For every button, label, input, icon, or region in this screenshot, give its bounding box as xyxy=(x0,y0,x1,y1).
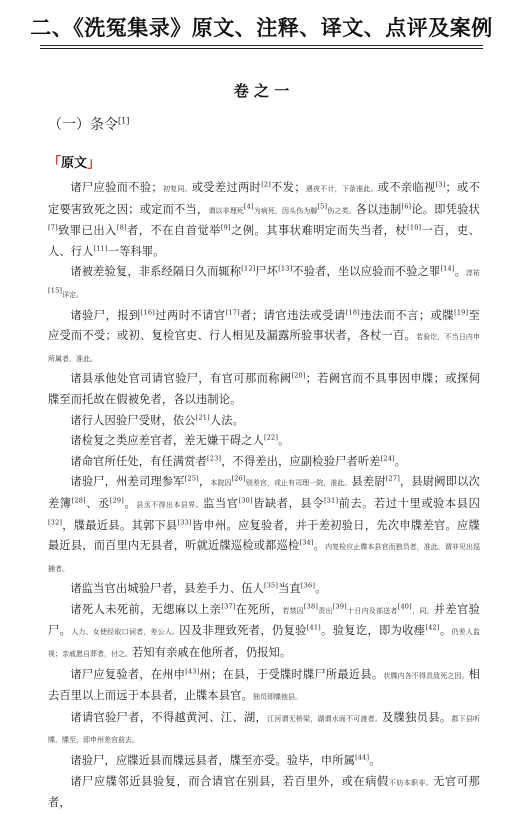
annotation-note: 县丞不得出本县界。 xyxy=(136,500,204,509)
main-text: 。 xyxy=(278,434,290,448)
volume-heading: 卷 之 一 xyxy=(233,82,290,100)
main-text: 不验者，坐以应验而不验之罪 xyxy=(292,265,441,279)
main-text: 诸请官验尸者，不得越黄河、江、湖， xyxy=(70,710,268,724)
text-paragraph xyxy=(48,411,480,432)
text-paragraph xyxy=(48,665,480,708)
bracket-left: 「 xyxy=(48,156,62,171)
footnote-marker: [27] xyxy=(385,474,400,483)
annotation-note: 详定。 xyxy=(62,290,84,299)
main-text: 当直 xyxy=(278,582,301,596)
footnote-marker: [7] xyxy=(48,223,58,232)
main-text: 。 xyxy=(315,582,327,596)
footnote-marker: [44] xyxy=(355,753,370,762)
annotation-note: 不妨本职非。 xyxy=(388,778,434,787)
text-paragraph xyxy=(48,579,480,600)
main-text: 诸验尸，应牒近县而牒远县者，牒至亦受。验毕，申所属 xyxy=(70,754,356,768)
main-text: ，县尉阙即以次差簿 xyxy=(48,475,481,510)
main-text: ；或不定要害致死之因；或定而不当， xyxy=(48,181,481,216)
main-text: ；若阙官而不具事因申牒；或探伺牒至而托故在假被免者，各以违制论。 xyxy=(48,372,480,406)
footnote-marker: [40] xyxy=(397,602,412,611)
footnote-marker: [29] xyxy=(109,496,125,505)
main-text: 各以违制 xyxy=(355,202,402,216)
footnote-marker: [22] xyxy=(263,433,279,442)
annotation-note: ，同。 xyxy=(411,606,434,615)
text-paragraph xyxy=(48,262,480,305)
footnote-marker: [23] xyxy=(207,453,222,462)
footnote-marker: [16] xyxy=(140,307,155,316)
footnote-marker: [42] xyxy=(425,623,440,632)
annotation-note: 独员即牒他县。 xyxy=(252,693,302,702)
main-text: 人法。 xyxy=(209,413,244,427)
annotation-note: 人力、女使经取口词者，差公人。 xyxy=(71,628,180,637)
main-text: 诸行人因验尸受财，依公 xyxy=(70,413,196,427)
footnote-marker: [11] xyxy=(93,244,108,253)
main-text: 诸尸应复验者，在州申 xyxy=(70,667,186,681)
main-text: 在死所， xyxy=(235,602,283,616)
footnote-marker: [39] xyxy=(332,602,347,611)
annotation-note: 为病死，因头伤为脚 xyxy=(253,206,318,215)
main-text: 诸死人未死前，无缌麻以上亲 xyxy=(70,602,222,616)
annotation-note: 淳祐 xyxy=(466,269,481,278)
text-paragraph xyxy=(48,472,480,579)
footnote-marker: [30] xyxy=(238,496,253,505)
main-text: 县差尉 xyxy=(351,475,386,489)
footnote-marker: [17] xyxy=(225,307,240,316)
main-text: 。 xyxy=(369,754,381,768)
main-text: 相去百里以上而远于本县者，止牒本县官。 xyxy=(48,667,481,703)
footnote-marker: [34] xyxy=(299,538,314,547)
text-paragraph xyxy=(48,600,480,665)
text-paragraph xyxy=(48,178,480,262)
main-text: 皆申州。应复验者，并于差初验日，先次申牒差官。应牒最近县，而百里内无县者，听就近牒巡检或都巡检 xyxy=(48,518,480,553)
annotation-note: 若验讫，不当日内申所属者，准此。 xyxy=(48,333,480,363)
title-rule-thick xyxy=(40,45,483,46)
annotation-note: 伤之类。 xyxy=(327,206,356,215)
annotation-note: 状牒内各不得具致死之因。 xyxy=(383,671,469,680)
footnote-marker: [41] xyxy=(306,623,321,632)
bracket-right: 」 xyxy=(87,156,101,171)
annotation-note: 十日内及部送者 xyxy=(346,606,398,615)
text-paragraph xyxy=(48,306,480,370)
footnote-marker: [3] xyxy=(435,180,446,189)
annotation-note: 初复同。 xyxy=(162,185,192,193)
main-text: 。 xyxy=(124,496,137,510)
text-paragraph xyxy=(48,708,480,751)
footnote-marker: [10] xyxy=(407,223,422,232)
main-text: 致罪已出入 xyxy=(57,224,117,238)
footnote-marker: [26] xyxy=(231,474,246,483)
main-text: 不发； xyxy=(271,181,306,194)
footnote-marker: [28] xyxy=(71,496,86,505)
main-text: 诸命官所任处，有任满赏者 xyxy=(70,454,208,468)
annotation-note: 责出 xyxy=(318,606,333,615)
text-paragraph xyxy=(48,751,480,772)
footnote-marker: [1] xyxy=(118,116,130,126)
main-text: 过两时不请官 xyxy=(154,308,226,322)
footnote-marker: [18] xyxy=(345,307,360,316)
footnote-marker: [37] xyxy=(221,602,236,611)
footnote-marker: [24] xyxy=(380,453,395,462)
footnote-marker: [43] xyxy=(185,666,200,675)
main-text: 。 xyxy=(394,454,407,468)
main-text: 诸验尸，报到 xyxy=(70,308,141,322)
main-text: 并差官验尸。 xyxy=(48,602,481,638)
footnote-marker: [21] xyxy=(195,412,210,421)
annotation-note: 谓以非理死 xyxy=(208,206,244,215)
main-text: 诸县承他处官司请官验尸，有官可那而称阙 xyxy=(70,372,292,386)
annotation-note: 郡下县听牒，牒至，即申州差官前去。 xyxy=(48,714,481,745)
block-label xyxy=(48,152,100,171)
main-text: ， xyxy=(198,475,211,489)
footnote-marker: [32] xyxy=(48,517,63,526)
footnote-marker: [15] xyxy=(48,286,63,295)
main-text: 若知有亲戚在他所者，仍报知。 xyxy=(132,646,292,660)
main-text: 。 xyxy=(454,265,466,279)
annotation-note: 若禁囚 xyxy=(282,606,304,615)
footnote-marker: [12] xyxy=(241,264,256,273)
main-text: 及牒独员县。 xyxy=(382,710,452,724)
main-text: 、丞 xyxy=(85,496,110,510)
footnote-marker: [35] xyxy=(263,581,279,590)
footnote-marker: [25] xyxy=(184,474,199,483)
footnote-marker: [6] xyxy=(401,201,412,210)
annotation-note: 本院囚 xyxy=(210,479,232,488)
annotation-note: 遇夜不计，下条准此。 xyxy=(305,185,378,193)
footnote-marker: [2] xyxy=(261,180,271,189)
main-text: 者，不在自首觉举 xyxy=(126,224,221,238)
original-text-body xyxy=(48,178,480,814)
main-text: 或受差过两时 xyxy=(191,181,262,194)
main-text: 违法而不言；或牒 xyxy=(359,308,455,322)
subsection-title: （一）条令 xyxy=(48,117,118,133)
main-text: 诸尸应牒邻近县验复，而合请官在别县，若百里外，或在病假 xyxy=(70,774,389,788)
main-text: 监当官 xyxy=(203,496,239,510)
text-paragraph xyxy=(48,369,480,410)
footnote-marker: [9] xyxy=(220,223,231,232)
main-text: 皆缺者，县令 xyxy=(252,496,325,510)
page-title: 二、《洗冤集录》原文、注释、译文、点评及案例 xyxy=(30,16,493,40)
footnote-marker: [4] xyxy=(243,201,254,210)
main-text: 。 xyxy=(313,539,326,553)
main-text: ，牒最近县。其郭下县 xyxy=(62,518,178,532)
footnote-marker: [20] xyxy=(291,371,306,380)
text-paragraph xyxy=(48,772,480,814)
annotation-note: 江河谓无桥梁，湖谓水面不可渡者。 xyxy=(267,714,383,723)
main-text: 诸尸应验而不验； xyxy=(70,181,163,194)
main-text: 诸检复之类应差官者，差无嫌干碍之人 xyxy=(70,434,264,448)
main-text: 。 xyxy=(439,624,452,638)
main-text: 囚及非理致死者，仍复验 xyxy=(179,624,307,638)
main-text: 或不亲临视 xyxy=(377,181,436,194)
footnote-marker: [38] xyxy=(303,602,319,611)
subsection-heading xyxy=(48,114,129,134)
footnote-marker: [33] xyxy=(177,517,192,526)
main-text: 之例。其事状难明定而失当者，杖 xyxy=(230,224,408,238)
footnote-marker: [19] xyxy=(454,307,469,316)
footnote-marker: [13] xyxy=(278,264,293,273)
main-text: 无官可那者， xyxy=(48,774,480,810)
text-paragraph xyxy=(48,452,480,473)
main-text: 一百，吏、人、行人 xyxy=(48,224,480,258)
annotation-note: 内复检应止牒本县官而独员者，准此，谓非见出巡捕者。 xyxy=(48,543,481,573)
main-text: 诸监当官出城验尸者，县差手力、伍人 xyxy=(70,582,264,596)
footnote-marker: [31] xyxy=(324,496,339,505)
main-text: ，不得差出，应副检验尸者听差 xyxy=(221,454,381,468)
main-text: 者；请官违法或受请 xyxy=(239,308,346,322)
main-text: 尸坏 xyxy=(255,265,279,279)
title-rule-thin xyxy=(40,48,483,49)
main-text: 论。即凭验状 xyxy=(411,202,481,216)
footnote-marker: [14] xyxy=(440,264,455,273)
main-text: 诸被差验复，非系经隔日久而辄称 xyxy=(70,265,242,279)
footnote-marker: [5] xyxy=(317,201,328,210)
main-text: 州；在县，于受牒时牒尸所最近县。 xyxy=(199,667,384,681)
main-text: 至应受而不受；或初、复检官吏、行人相见及漏露所验事状者，各杖一百。 xyxy=(48,308,480,343)
footnote-marker: [8] xyxy=(116,223,127,232)
block-label-text: 原文 xyxy=(61,156,88,171)
main-text: 诸验尸，州差司理参军 xyxy=(70,475,185,489)
main-text: 。验复讫，即为收瘗 xyxy=(320,624,426,638)
footnote-marker: [36] xyxy=(300,581,316,590)
annotation-note: 别差官，或止有司理一院，准此。 xyxy=(245,479,352,488)
main-text: 前去。若过十里或验本县囚 xyxy=(338,496,481,510)
annotation-note: 仍差人监视；亲戚愿自葬者，付之。 xyxy=(48,628,481,659)
main-text: 一等科罪。 xyxy=(107,244,165,258)
text-paragraph xyxy=(48,431,480,452)
